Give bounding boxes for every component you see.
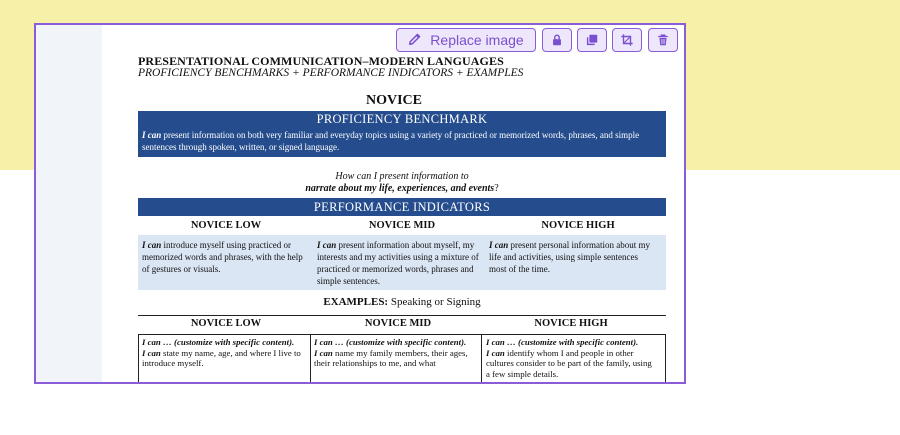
example-prompt: I can … (customize with specific content). — [314, 337, 467, 347]
example-text: identify whom I and people in other cultures consider to be part of the family, using a few simple details. — [486, 347, 652, 379]
indicator-col-novice-mid: NOVICE MID — [368, 220, 436, 231]
indicator-lead: I can — [489, 240, 509, 250]
example-col-novice-mid: NOVICE MID — [364, 318, 432, 329]
trash-icon — [656, 33, 670, 47]
crop-icon — [620, 33, 634, 47]
example-prompt: I can … (customize with specific content). — [142, 337, 295, 347]
example-cell-mid — [314, 337, 482, 369]
table-divider — [310, 334, 311, 384]
selected-image-frame[interactable] — [34, 23, 686, 384]
question-emphasis: narrate about my life, experiences, and events — [305, 183, 495, 194]
indicator-lead: I can — [317, 240, 337, 250]
examples-heading — [138, 296, 666, 308]
crop-button[interactable] — [612, 28, 642, 52]
benchmark-body-text: present information on both very familiar and everyday topics using a variety of practiced or memorized words, phrases, and simple sentences through spoken, written, or signed language. — [142, 130, 640, 152]
level-heading: NOVICE — [366, 93, 423, 108]
examples-heading-rest: Speaking or Signing — [388, 296, 481, 308]
table-divider — [665, 334, 666, 384]
document-image — [36, 25, 684, 382]
benchmark-header: PROFICIENCY BENCHMARK — [138, 111, 666, 127]
question-mark: ? — [494, 183, 499, 194]
replace-image-label: Replace image — [430, 32, 524, 48]
example-lead: I can — [486, 347, 505, 358]
pencil-icon — [408, 32, 422, 49]
indicator-cell-low — [142, 239, 310, 275]
performance-header: PERFORMANCE INDICATORS — [138, 198, 666, 216]
benchmark-text — [138, 127, 666, 157]
example-text: name my family members, their ages, their relationships to me, and what — [314, 347, 468, 368]
example-lead: I can — [142, 347, 161, 358]
document-title: PRESENTATIONAL COMMUNICATION–MODERN LANGUAGES — [138, 54, 504, 68]
question-line-1: How can I present information to — [335, 171, 469, 182]
lock-icon — [550, 33, 564, 47]
example-col-novice-low: NOVICE LOW — [190, 318, 262, 329]
benchmark-lead: I can — [142, 130, 162, 140]
question-line-2 — [138, 183, 666, 194]
indicator-text: present information about myself, my interests and my activities using a mixture of practiced or memorized words, phrases and simple sentences. — [317, 240, 479, 286]
delete-button[interactable] — [648, 28, 678, 52]
indicator-text: present personal information about my life and activities, using simple sentences most of the time. — [489, 240, 650, 274]
table-divider — [138, 334, 139, 384]
indicator-col-novice-low: NOVICE LOW — [190, 220, 262, 231]
example-prompt: I can … (customize with specific content). — [486, 337, 639, 347]
example-lead: I can — [314, 347, 333, 358]
indicator-lead: I can — [142, 240, 162, 250]
example-cell-low — [142, 337, 310, 369]
example-cell-high — [486, 337, 654, 379]
duplicate-button[interactable] — [577, 28, 607, 52]
lock-button[interactable] — [542, 28, 572, 52]
examples-heading-bold: EXAMPLES: — [323, 296, 389, 308]
example-col-novice-high: NOVICE HIGH — [534, 318, 608, 329]
indicator-cell-high — [489, 239, 657, 275]
example-text: state my name, age, and where I live to introduce myself. — [142, 347, 301, 368]
indicator-text: introduce myself using practiced or memorized words and phrases, with the help of gestures or visuals. — [142, 240, 303, 274]
replace-image-button[interactable] — [396, 28, 536, 52]
document-subtitle: PROFICIENCY BENCHMARKS + PERFORMANCE INDICATORS + EXAMPLES — [138, 67, 524, 79]
indicator-col-novice-high: NOVICE HIGH — [541, 220, 615, 231]
indicator-cell-mid — [317, 239, 485, 287]
duplicate-icon — [585, 33, 599, 47]
